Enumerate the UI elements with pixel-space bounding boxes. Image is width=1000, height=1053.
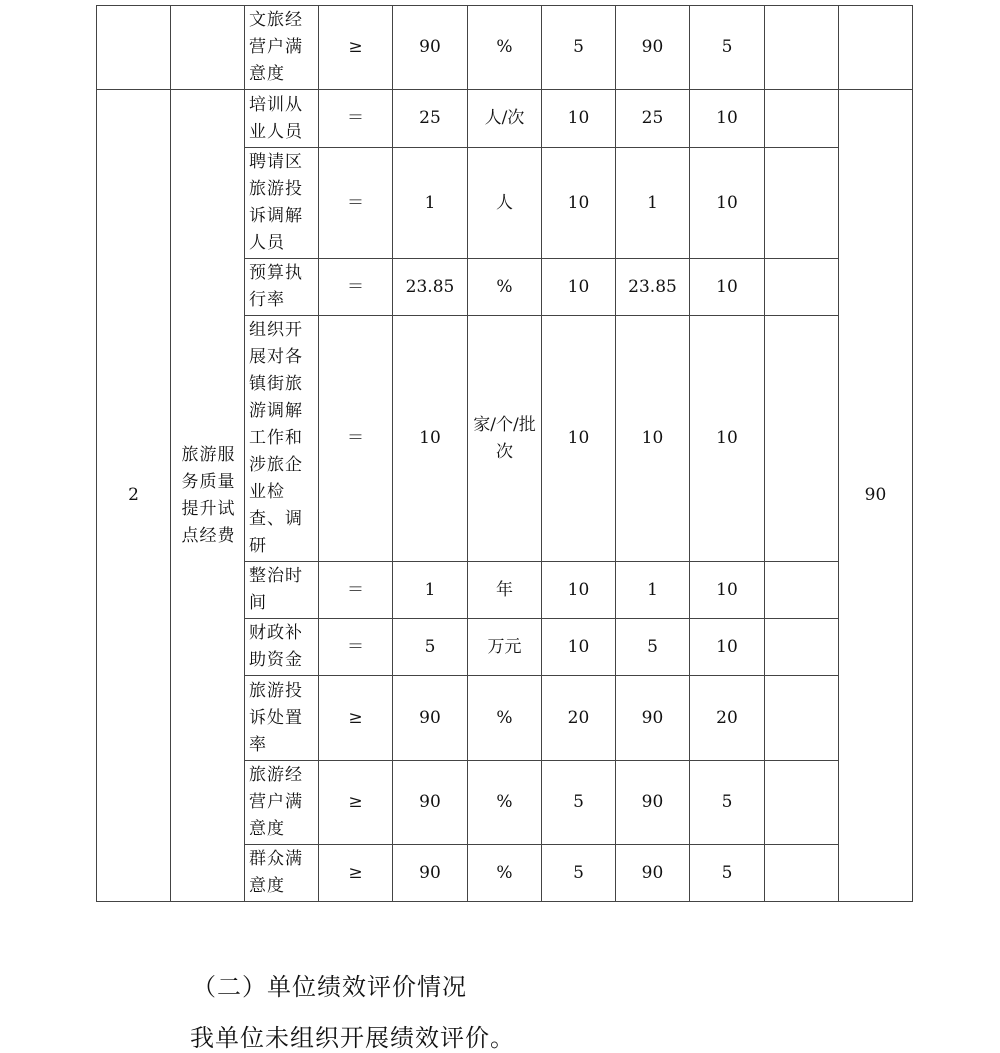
section-heading: （二）单位绩效评价情况	[192, 973, 467, 1001]
operator-cell: ≥	[319, 676, 393, 761]
weight-cell: 5	[542, 6, 616, 90]
indicator-cell: 群众满意度	[245, 845, 319, 902]
actual-cell: 25	[616, 90, 690, 148]
score-cell: 10	[690, 619, 765, 676]
score-cell: 10	[690, 148, 765, 259]
score-cell: 10	[690, 259, 765, 316]
note-cell	[765, 316, 839, 562]
target-cell: 25	[393, 90, 468, 148]
operator-cell: ≥	[319, 761, 393, 845]
table-row-prev	[97, 6, 913, 90]
weight-cell: 10	[542, 619, 616, 676]
self-score-cell: 90	[839, 90, 913, 902]
actual-cell: 90	[616, 761, 690, 845]
note-cell	[765, 761, 839, 845]
target-cell: 1	[393, 562, 468, 619]
unit-cell: 人/次	[468, 90, 542, 148]
note-cell	[765, 90, 839, 148]
actual-cell: 5	[616, 619, 690, 676]
weight-cell: 10	[542, 90, 616, 148]
operator-cell: ＝	[319, 619, 393, 676]
target-cell: 5	[393, 619, 468, 676]
score-cell: 20	[690, 676, 765, 761]
note-cell	[765, 845, 839, 902]
indicator-cell: 聘请区旅游投诉调解人员	[245, 148, 319, 259]
unit-cell: 万元	[468, 619, 542, 676]
project-name-cell: 旅游服务质量提升试点经费	[171, 90, 245, 902]
self-score-cell-empty	[839, 6, 913, 90]
score-cell: 5	[690, 761, 765, 845]
operator-cell: ≥	[319, 6, 393, 90]
note-cell	[765, 148, 839, 259]
indicator-cell: 预算执行率	[245, 259, 319, 316]
indicator-cell: 培训从业人员	[245, 90, 319, 148]
target-cell: 23.85	[393, 259, 468, 316]
target-cell: 90	[393, 6, 468, 90]
score-cell: 10	[690, 90, 765, 148]
indicator-cell: 组织开展对各镇街旅游调解工作和涉旅企业检查、调研	[245, 316, 319, 562]
score-cell: 5	[690, 845, 765, 902]
note-cell	[765, 676, 839, 761]
actual-cell: 90	[616, 845, 690, 902]
target-cell: 1	[393, 148, 468, 259]
weight-cell: 10	[542, 259, 616, 316]
note-cell	[765, 6, 839, 90]
unit-cell: %	[468, 676, 542, 761]
actual-cell: 1	[616, 148, 690, 259]
score-cell: 10	[690, 562, 765, 619]
indicator-cell: 财政补助资金	[245, 619, 319, 676]
project-cell-empty	[171, 6, 245, 90]
weight-cell: 10	[542, 148, 616, 259]
weight-cell: 5	[542, 761, 616, 845]
unit-cell: 人	[468, 148, 542, 259]
unit-cell: 家/个/批次	[468, 316, 542, 562]
weight-cell: 20	[542, 676, 616, 761]
section-paragraph: 我单位未组织开展绩效评价。	[190, 1024, 515, 1052]
indicator-cell: 旅游投诉处置率	[245, 676, 319, 761]
target-cell: 10	[393, 316, 468, 562]
operator-cell: ＝	[319, 259, 393, 316]
operator-cell: ＝	[319, 562, 393, 619]
note-cell	[765, 259, 839, 316]
indicator-cell: 文旅经营户满意度	[245, 6, 319, 90]
target-cell: 90	[393, 845, 468, 902]
unit-cell: %	[468, 761, 542, 845]
target-cell: 90	[393, 761, 468, 845]
operator-cell: ≥	[319, 845, 393, 902]
indicator-cell: 整治时间	[245, 562, 319, 619]
unit-cell: 年	[468, 562, 542, 619]
operator-cell: ＝	[319, 316, 393, 562]
note-cell	[765, 562, 839, 619]
actual-cell: 23.85	[616, 259, 690, 316]
indicator-cell: 旅游经营户满意度	[245, 761, 319, 845]
target-cell: 90	[393, 676, 468, 761]
actual-cell: 10	[616, 316, 690, 562]
unit-cell: %	[468, 845, 542, 902]
actual-cell: 90	[616, 676, 690, 761]
score-cell: 5	[690, 6, 765, 90]
actual-cell: 1	[616, 562, 690, 619]
note-cell	[765, 619, 839, 676]
performance-table	[96, 5, 913, 902]
score-cell: 10	[690, 316, 765, 562]
weight-cell: 10	[542, 316, 616, 562]
actual-cell: 90	[616, 6, 690, 90]
unit-cell: %	[468, 6, 542, 90]
weight-cell: 5	[542, 845, 616, 902]
table-row	[97, 90, 913, 148]
operator-cell: ＝	[319, 90, 393, 148]
unit-cell: %	[468, 259, 542, 316]
weight-cell: 10	[542, 562, 616, 619]
operator-cell: ＝	[319, 148, 393, 259]
seq-cell-empty	[97, 6, 171, 90]
project-seq-cell: 2	[97, 90, 171, 902]
